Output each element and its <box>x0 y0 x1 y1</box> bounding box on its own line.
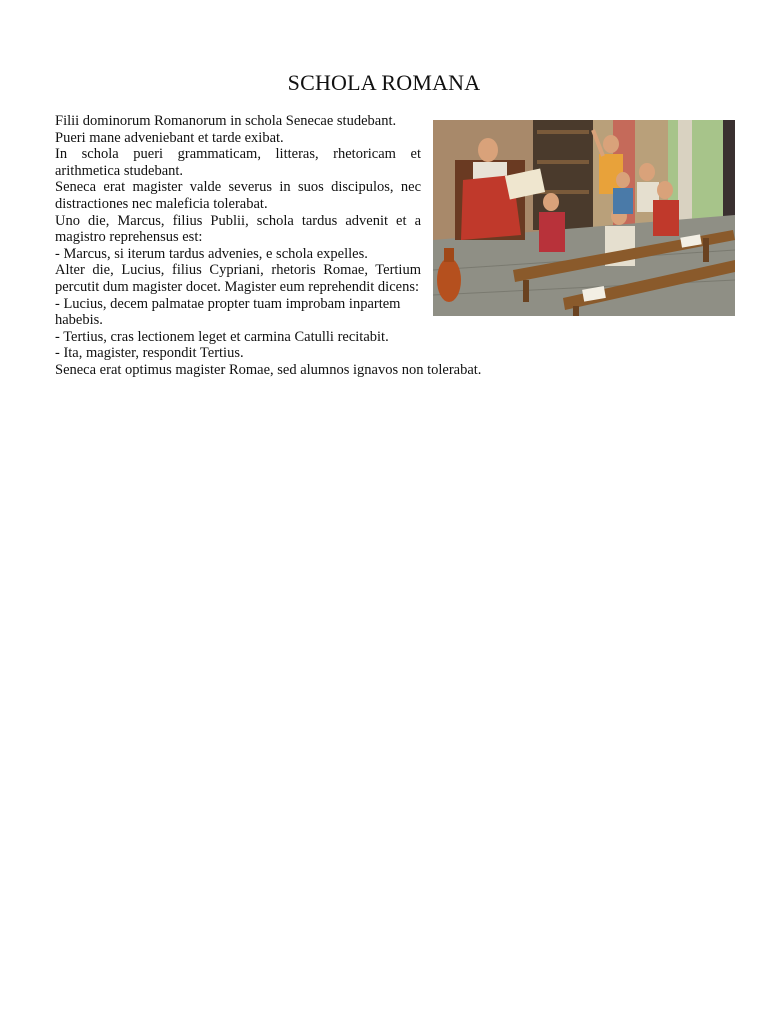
paragraph: - Ita, magister, respondit Tertius. <box>55 345 244 362</box>
paragraph: In schola pueri grammaticam, litteras, rhetoricam et arithmetica studebant. <box>55 146 421 179</box>
paragraph: Alter die, Lucius, filius Cypriani, rhetoris Romae, Tertium percutit dum magister docet. Magister eum reprehendit dicens: <box>55 262 421 295</box>
paragraph: Pueri mane adveniebant et tarde exibat. <box>55 129 284 146</box>
paragraph: Seneca erat optimus magister Romae, sed alumnos ignavos non tolerabat. <box>55 361 482 378</box>
paragraph: - Marcus, si iterum tardus advenies, e schola expelles. <box>55 245 368 262</box>
paragraph: Uno die, Marcus, filius Publii, schola tardus advenit et a magistro reprehensus est: <box>55 212 421 246</box>
paragraph: Filii dominorum Romanorum in schola Senecae studebant. <box>55 113 397 129</box>
paragraph: - Lucius, decem palmatae propter tuam improbam inpartem habebis. <box>55 295 401 329</box>
roman-school-illustration <box>433 120 735 316</box>
page-title: SCHOLA ROMANA <box>287 70 481 95</box>
document-body <box>55 113 735 379</box>
paragraph: Seneca erat magister valde severus in suos discipulos, nec distractiones nec maleficia tolerabat. <box>55 179 421 212</box>
paragraph: - Tertius, cras lectionem leget et carmina Catulli recitabit. <box>55 328 389 345</box>
